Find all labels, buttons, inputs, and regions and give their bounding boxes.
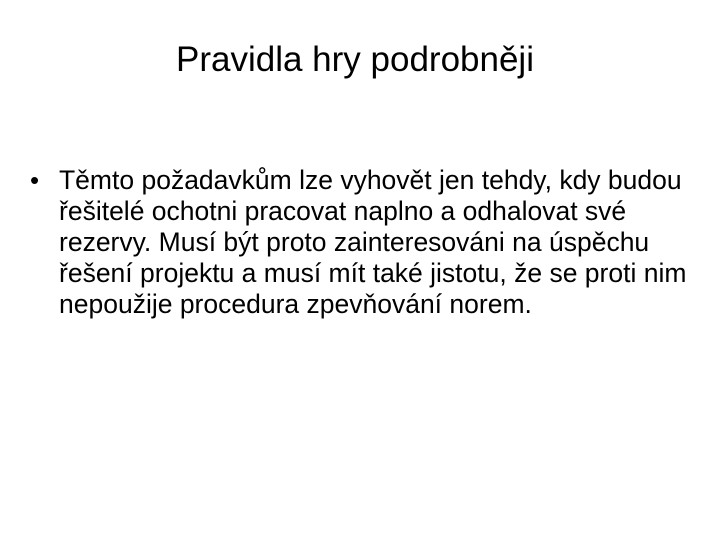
- bullet-list: [30, 165, 690, 320]
- bullet-item: [30, 165, 690, 320]
- bullet-marker: •: [30, 165, 40, 195]
- slide-title: Pravidla hry podrobněji: [176, 40, 534, 79]
- bullet-text: Těmto požadavkům lze vyhovět jen tehdy, kdy budou řešitelé ochotni pracovat naplno a odhalovat své rezervy. Musí být proto zainteresováni na úspěchu řešení projektu a musí mít také jistotu, že se proti nim nepoužije procedura zpevňování norem.: [59, 165, 687, 319]
